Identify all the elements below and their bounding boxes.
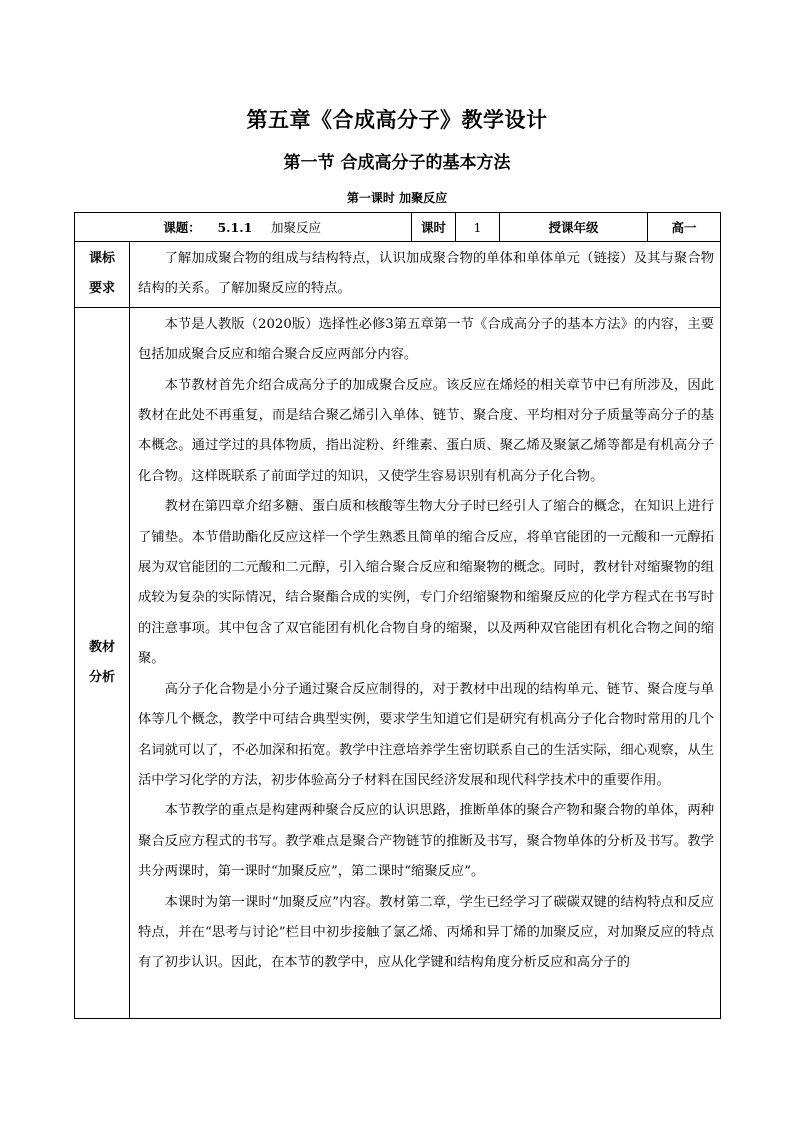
grade-value: 高一 [648,213,721,242]
grade-label: 授课年级 [500,213,648,242]
topic-cell [75,213,412,242]
requirements-label [75,242,130,308]
analysis-paragraph: 高分子化合物是小分子通过聚合反应制得的，对于教材中出现的结构单元、链节、聚合度与单体等几个概念，教学中可结合典型实例，要求学生知道它们是研究有机高分子化合物时常用的几个名词就可以了，不必加深和拓宽。教学中注意培养学生密切联系自己的生活实际，细心观察，从生活中学习化学的方法，初步体验高分子材料在国民经济发展和现代科学技术中的重要作用。 [138,681,715,788]
analysis-row [75,307,721,1018]
requirements-text-cell [130,242,721,308]
analysis-paragraph: 本节教材首先介绍合成高分子的加成聚合反应。该反应在烯烃的相关章节中已有所涉及，因此教材在此处不再重复，而是结合聚乙烯引入单体、链节、聚合度、平均相对分子质量等高分子的基本概念。通过学过的具体物质，指出淀粉、纤维素、蛋白质、聚乙烯及聚氯乙烯等都是有机高分子化合物。这样既联系了前面学过的知识，又使学生容易识别有机高分子化合物。 [138,377,715,484]
analysis-label-line1: 教材 [88,639,115,655]
requirements-row [75,242,721,308]
period-value: 1 [456,213,500,242]
section-title: 第一节 合成高分子的基本方法 [283,153,511,173]
topic-label: 课题： [163,220,201,235]
requirements-text: 了解加成聚合物的组成与结构特点，认识加成聚合物的单体和单体单元（链接）及其与聚合物结构的关系。了解加聚反应的特点。 [138,251,715,297]
topic-row [75,213,721,242]
analysis-paragraph: 本课时为第一课时“加聚反应”内容。教材第二章，学生已经学习了碳碳双键的结构特点和反应特点，并在“思考与讨论”栏目中初步接触了氯乙烯、丙烯和异丁烯的加聚反应，对加聚反应的特点有了初步认识。因此，在本节的教学中，应从化学键和结构角度分析反应和高分子的 [138,894,715,971]
topic-code: 5.1.1 [217,220,253,235]
analysis-paragraph: 教材在第四章介绍多糖、蛋白质和核酸等生物大分子时已经引人了缩合的概念，在知识上进行了铺垫。本节借助酯化反应这样一个学生熟悉且简单的缩合反应，将单官能团的一元酸和一元醇拓展为双官能团的二元酸和二元醇，引入缩合聚合反应和缩聚物的概念。同时，教材针对缩聚物的组成较为复杂的实际情况，结合聚酯合成的实例，专门介绍缩聚物和缩聚反应的化学方程式在书写时的注意事项。其中包含了双官能团有机化合物自身的缩聚，以及两种双官能团有机化合物之间的缩聚。 [138,499,715,667]
requirements-label-line1: 课标 [88,251,115,267]
analysis-label-line2: 分析 [88,669,115,685]
analysis-paragraph: 本节教学的重点是构建两种聚合反应的认识思路，推断单体的聚合产物和聚合物的单体，两种聚合反应方程式的书写。教学难点是聚合产物链节的推断及书写，聚合物单体的分析及书写。教学共分两课时，第一课时“加聚反应”，第二课时“缩聚反应”。 [138,803,715,880]
analysis-label [75,307,130,1018]
lesson-title: 第一课时 加聚反应 [346,191,448,205]
period-label: 课时 [412,213,456,242]
analysis-text-cell [130,307,721,1018]
analysis-paragraph: 本节是人教版（2020版）选择性必修3第五章第一节《合成高分子的基本方法》的内容，主要包括加成聚合反应和缩合聚合反应两部分内容。 [138,316,715,363]
document-title: 第五章《合成高分子》教学设计 [246,107,548,132]
lesson-plan-table [74,212,721,1019]
topic-name: 加聚反应 [271,220,322,235]
requirements-label-line2: 要求 [88,281,115,297]
